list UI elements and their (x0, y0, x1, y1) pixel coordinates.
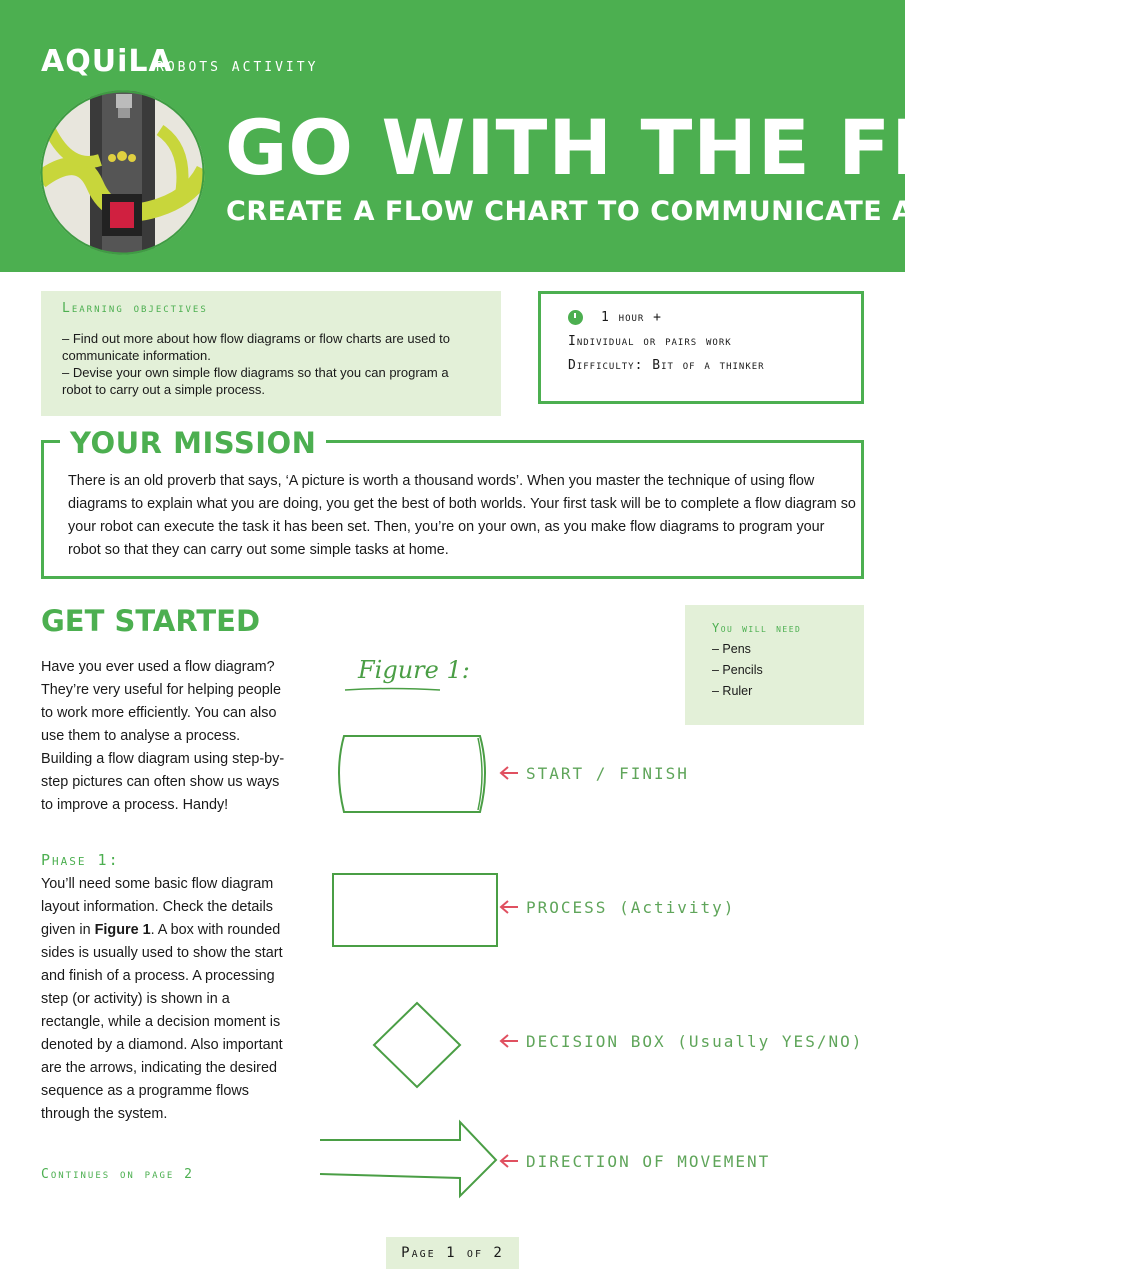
need-title: You will need (712, 621, 802, 635)
figure-reference: Figure 1 (94, 922, 151, 938)
label-decision: DECISION BOX (Usually YES/NO) (526, 1032, 864, 1051)
mission-text: There is an old proverb that says, ‘A picture is worth a thousand words’. When you master the technique of using flow diagrams to explain what you are doing, you get the best of both worlds. Your first task will be to complete a flow diagram so your robot can execute the task it has been set. Then, you’re on your own, as you make flow diagrams to program your robot so that they can carry out some simple tasks at home. (68, 473, 856, 558)
brand-logo: AQUiLA (41, 44, 173, 79)
get-started-heading: GET STARTED (41, 604, 261, 638)
difficulty: Difficulty: Bit of a thinker (568, 357, 765, 373)
label-process: PROCESS (Activity) (526, 898, 736, 917)
label-start-finish: START / FINISH (526, 764, 689, 783)
clock-icon (568, 310, 583, 325)
decision-shape (374, 1003, 460, 1087)
objectives-title: Learning objectives (62, 301, 208, 316)
phase-text (41, 873, 286, 1126)
phase-text-before: You’ll need some basic flow diagram layout information. Check the details given in (41, 876, 274, 938)
mission-box (41, 426, 864, 579)
figure-caption: Figure 1: (358, 656, 470, 684)
robot-illustration (40, 90, 205, 255)
phase-text-after: . A box with rounded sides is usually used to show the start and finish of a process. A processing step (or activity) is shown in a rectangle, while a decision moment is denoted by a diamond. Also important are the arrows, indicating the desired sequence as a programme flows through the system. (41, 922, 283, 1122)
phase-label: Phase 1: (41, 851, 120, 869)
objective-item: – Devise your own simple flow diagrams so that you can program a robot to carry out a simple process. (62, 365, 449, 397)
page-subtitle: CREATE A FLOW CHART TO COMMUNICATE A PROCESS (226, 196, 1067, 227)
continues-note: Continues on page 2 (41, 1167, 194, 1182)
work-type: Individual or pairs work (568, 333, 732, 349)
page-number: Page 1 of 2 (386, 1237, 519, 1269)
process-shape (333, 874, 497, 946)
need-item: – Pencils (712, 663, 763, 677)
left-arrow-icon (501, 1035, 518, 1047)
mission-heading: YOUR MISSION (60, 426, 326, 460)
objective-item: – Find out more about how flow diagrams or flow charts are used to communicate information. (62, 331, 451, 363)
learning-objectives-box (41, 291, 501, 416)
get-started-intro: Have you ever used a flow diagram? They’re very useful for helping people to work more efficiently. You can also use them to analyse a process. Building a flow diagram using step-by-step pictures can often show us ways to improve a process. Handy! (41, 659, 285, 813)
need-item: – Ruler (712, 684, 753, 698)
left-arrow-icon (501, 1155, 518, 1167)
start-finish-shape-edge (478, 738, 482, 810)
duration-text: 1 hour + (601, 309, 662, 325)
need-item: – Pens (712, 642, 751, 656)
page-title: GO WITH THE FLOW! (225, 103, 1124, 192)
figure-1-diagram (300, 640, 890, 1210)
direction-arrow-shape (320, 1122, 496, 1196)
left-arrow-icon (501, 767, 518, 779)
brand-subtitle: ROBOTS ACTIVITY (156, 60, 319, 75)
left-arrow-icon (501, 901, 518, 913)
header-banner (0, 0, 1124, 272)
label-direction: DIRECTION OF MOVEMENT (526, 1152, 771, 1171)
activity-info-box (538, 291, 864, 404)
start-finish-shape (339, 736, 485, 812)
duration-line (568, 305, 834, 329)
caption-underline (345, 689, 440, 691)
